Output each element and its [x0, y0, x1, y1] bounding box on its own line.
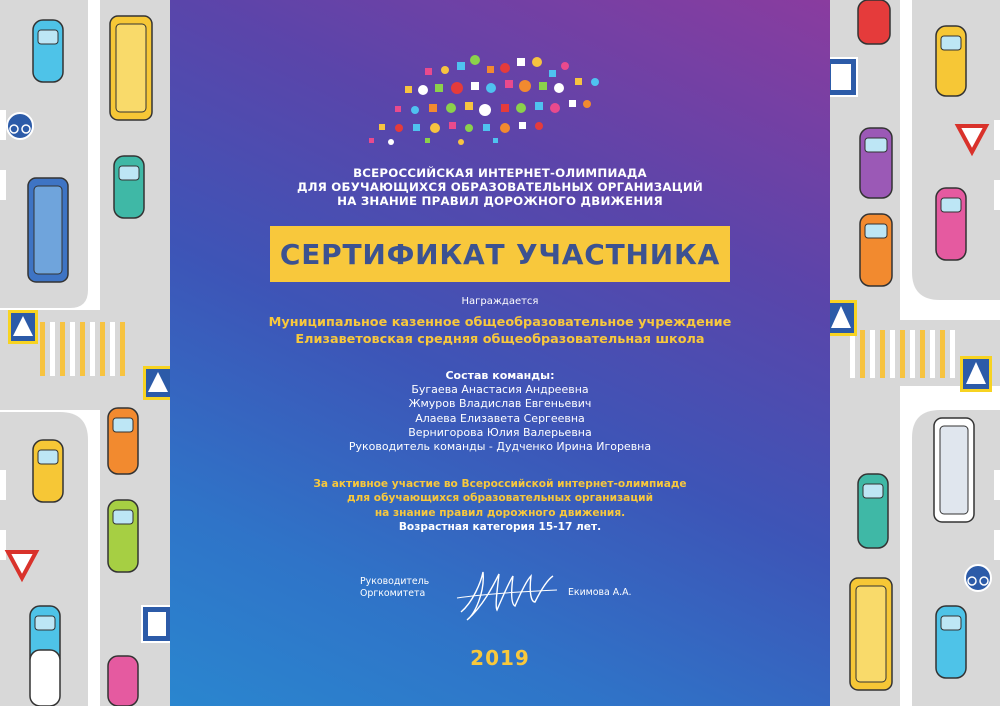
- bicycle-sign-icon: [965, 565, 991, 591]
- reason-line2: для обучающихся образовательных организаций: [346, 492, 654, 505]
- car-icon: [936, 26, 966, 96]
- bus-icon: [934, 418, 974, 522]
- bus-stop-sign-icon: [830, 58, 857, 96]
- car-icon: [936, 606, 966, 678]
- pedestrian-crossing-sign-icon: [830, 300, 857, 336]
- car-icon: [858, 0, 890, 44]
- car-icon: [108, 408, 138, 474]
- bus-icon: [110, 16, 152, 120]
- certificate-title-bar: [270, 226, 730, 282]
- olympiad-title-line3: НА ЗНАНИЕ ПРАВИЛ ДОРОЖНОГО ДВИЖЕНИЯ: [337, 194, 663, 208]
- car-icon: [114, 156, 144, 218]
- organization-line2: Елизаветовская средняя общеобразовательная школа: [295, 332, 705, 347]
- car-icon: [108, 656, 138, 706]
- right-road-illustration: [830, 0, 1000, 706]
- bus-icon: [28, 178, 68, 282]
- bus-stop-sign-icon: [142, 606, 170, 642]
- bicycle-sign-icon: [7, 113, 33, 139]
- team-member: Жмуров Владислав Евгеньевич: [408, 397, 592, 411]
- certificate-panel: [170, 0, 830, 706]
- organization-name: [170, 314, 830, 348]
- signatory-role-line1: Руководитель: [360, 576, 430, 587]
- certificate-year: 2019: [470, 646, 530, 670]
- signatory-name: Екимова А.А.: [568, 587, 632, 598]
- car-icon: [30, 650, 60, 706]
- awarded-label: Награждается: [461, 296, 539, 307]
- pedestrian-crossing-sign-icon: [960, 356, 992, 392]
- car-icon: [858, 474, 888, 548]
- reason-line3: на знание правил дорожного движения.: [374, 506, 626, 519]
- age-category: Возрастная категория 15-17 лет.: [398, 520, 602, 533]
- certificate-title: СЕРТИФИКАТ УЧАСТНИКА: [279, 237, 721, 271]
- olympiad-logo-icon: [365, 48, 625, 148]
- olympiad-title-line2: ДЛЯ ОБУЧАЮЩИХСЯ ОБРАЗОВАТЕЛЬНЫХ ОРГАНИЗАЦИЙ: [297, 180, 703, 194]
- team-list: [170, 369, 830, 454]
- pedestrian-crossing-sign-icon: [8, 310, 38, 344]
- car-icon: [936, 188, 966, 260]
- team-label: Состав команды:: [445, 369, 555, 382]
- team-member: Алаева Елизавета Сергеевна: [415, 411, 585, 425]
- olympiad-title-line1: ВСЕРОССИЙСКАЯ ИНТЕРНЕТ-ОЛИМПИАДА: [353, 166, 647, 180]
- team-member: Бугаева Анастасия Андреевна: [411, 383, 589, 397]
- olympiad-title: [170, 166, 830, 208]
- organization-line1: Муниципальное казенное общеобразовательное учреждение: [268, 315, 732, 330]
- award-reason: [170, 477, 830, 534]
- car-icon: [33, 440, 63, 502]
- left-road-illustration: [0, 0, 170, 706]
- signatory-role: [360, 576, 429, 600]
- car-icon: [860, 214, 892, 286]
- team-member: Вернигорова Юлия Валерьевна: [408, 425, 592, 439]
- team-leader: Руководитель команды - Дудченко Ирина Игоревна: [348, 440, 652, 454]
- bus-icon: [850, 578, 892, 690]
- signatory-role-line2: Оргкомитета: [360, 588, 426, 599]
- car-icon: [33, 20, 63, 82]
- pedestrian-crossing-sign-icon: [143, 366, 170, 400]
- reason-line1: За активное участие во Всероссийской интернет-олимпиаде: [313, 478, 687, 490]
- car-icon: [860, 128, 892, 198]
- signature-icon: [453, 562, 563, 624]
- car-icon: [108, 500, 138, 572]
